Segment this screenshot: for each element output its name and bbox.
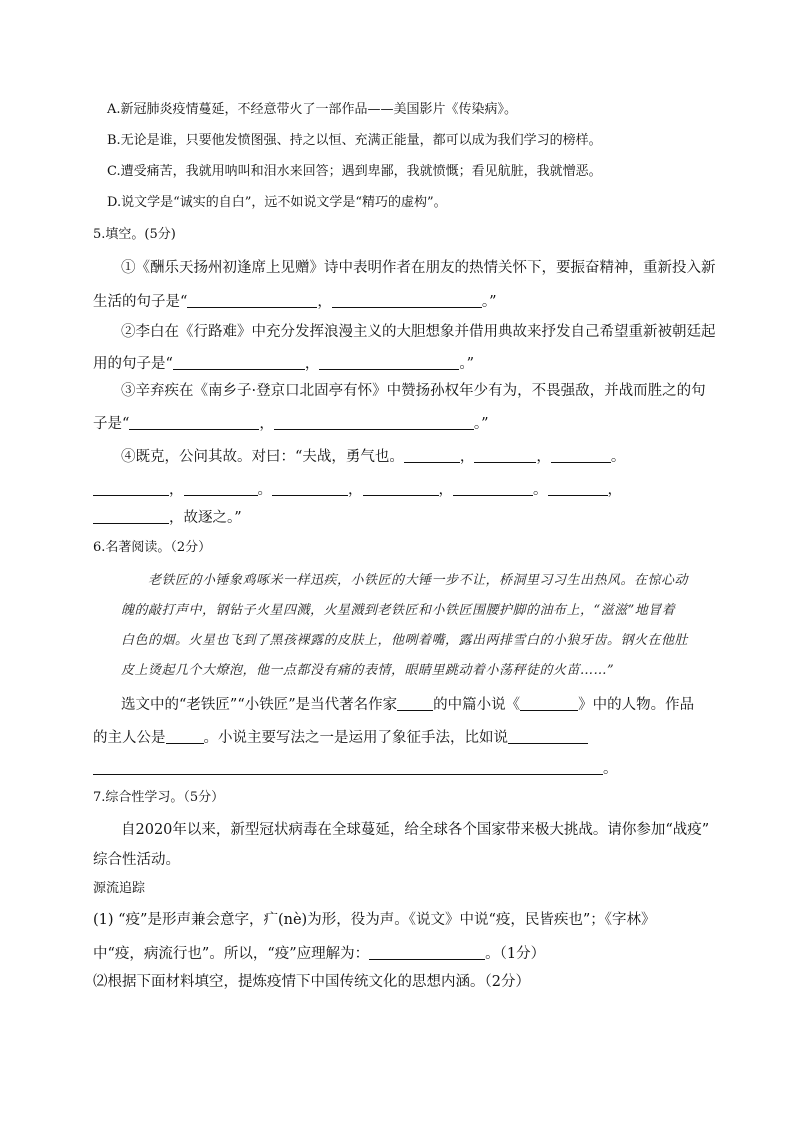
q5-item4-line1 [121,448,625,465]
q5-item4-line3 [93,509,242,526]
q5-item4-blank-5[interactable] [184,481,258,496]
q6-title-blank[interactable] [520,696,578,711]
q7-sub1-line1: (1) “疫”是形声兼会意字，疒(nè)为形，役为声。《说文》中说“疫，民皆疾也”；《字林》 [93,912,656,928]
q6-example-blank-2[interactable] [93,760,603,775]
excerpt-line: 皮上烫起几个大燎泡，他一点都没有痛的表情，眼睛里跳动着小荡秤徒的火苗……” [121,663,615,678]
q6-question-line1 [121,696,694,713]
q6-part1: 选文中的“老铁匠”“小铁匠”是当代著名作家 [121,697,398,713]
q5-item1-blank-2[interactable] [332,293,482,308]
q7-intro-line1: 自2020年以来，新型冠状病毒在全球蔓延，给全球各个国家带来极大挑战。请你参加“战疫” [121,822,710,838]
section-title: 源流追踪 [93,881,146,896]
q5-item4-blank-6[interactable] [272,481,348,496]
q5-item1-prefix: 生活的句子是“ [93,294,188,310]
close-quote: 。” [459,356,475,372]
q5-item4-end: ，故逐之。” [169,510,242,526]
q6-protagonist-blank[interactable] [166,729,204,744]
q7-heading: 7.综合性学习。（5分） [93,790,225,805]
q6-author-blank[interactable] [397,696,433,711]
option-c: C.遭受痛苦，我就用呐叫和泪水来回答；遇到卑鄙，我就愤慨；看见航脏，我就憎恶。 [107,164,602,179]
q5-item4-blank-7[interactable] [363,481,439,496]
q6-question-line2 [93,729,588,746]
period: 。 [533,482,548,498]
q5-heading: 5.填空。(5分) [93,227,176,242]
comma: ， [169,482,184,498]
comma: ， [317,294,332,310]
q5-item2: ②李白在《行路难》中充分发挥浪漫主义的大胆想象并借用典故来抒发自己希望重新被朝廷起 [121,324,716,340]
period: 。 [257,482,272,498]
period: 。 [603,761,618,777]
q5-item4-blank-10[interactable] [93,509,169,524]
q6-question-line3 [93,760,618,777]
comma: ， [536,449,551,465]
q5-item2-prefix: 用的句子是“ [93,356,173,372]
q7-sub2: ⑵根据下面材料填空，提炼疫情下中国传统文化的思想内涵。（2分） [93,974,530,990]
q5-item4-line2 [93,481,622,498]
q5-item3: ③辛弃疾在《南乡子·登京口北固亭有怀》中赞扬孙权年少有为，不畏强敌，并战而胜之的句 [121,383,706,399]
option-d: D.说文学是“诚实的自白”，远不如说文学是“精巧的虚构”。 [107,195,447,210]
q7-sub1-blank[interactable] [369,945,485,960]
q6-heading: 6.名著阅读。（2分） [93,540,212,555]
q5-item3-blank-2[interactable] [274,415,474,430]
q5-item1-answer-line [93,293,497,310]
period: 。 [610,449,626,465]
q5-item2-blank-1[interactable] [173,355,305,370]
q5-item1: ①《酬乐天扬州初逢席上见赠》诗中表明作者在朋友的热情关怀下，要振奋精神，重新投入新 [121,260,716,276]
q7-intro-line2: 综合性活动。 [93,852,180,868]
excerpt-line: 老铁匠的小锤象鸡啄米一样迅疾，小铁匠的大锤一步不让，桥洞里习习生出热风。在惊心动 [148,573,689,588]
excerpt-line: 魄的敲打声中，钢钻子火星四溅，火星溅到老铁匠和小铁匠围腰护脚的油布上，“滋滋”地冒着 [121,603,676,618]
q5-item4-text: ④既克，公问其故。对曰：“夫战，勇气也。 [121,449,404,465]
q5-item3-answer-line [93,415,489,432]
comma: ， [259,416,274,432]
q5-item4-blank-3[interactable] [551,448,611,463]
q5-item4-blank-9[interactable] [548,481,608,496]
close-quote: 。” [473,416,489,432]
q5-item3-blank-1[interactable] [129,415,259,430]
q6-line2-prefix: 的主人公是 [93,730,166,746]
close-quote: 。” [481,294,497,310]
q5-item2-answer-line [93,355,474,372]
comma: ， [607,482,622,498]
q5-item4-blank-8[interactable] [453,481,533,496]
q7-sub1-suffix: 。（1分） [485,946,546,962]
q7-sub1-line2 [93,945,545,962]
comma: ， [438,482,453,498]
q6-part2: 的中篇小说《 [433,697,521,713]
comma: ， [348,482,363,498]
q6-part3: 》中的人物。作品 [578,697,695,713]
q5-item4-blank-1[interactable] [404,448,460,463]
q5-item3-prefix: 子是“ [93,416,130,432]
q7-sub1-prefix: 中“疫，病流行也”。所以，“疫”应理解为： [93,946,370,962]
option-a: A.新冠肺炎疫情蔓延，不经意带火了一部作品——美国影片《传染病》。 [107,102,518,117]
comma: ， [459,449,475,465]
excerpt-line: 白色的烟。火星也飞到了黑孩裸露的皮肤上，他咧着嘴，露出两排雪白的小狼牙齿。钢火在他肚 [121,633,689,648]
comma: ， [304,356,320,372]
q6-example-blank-1[interactable] [508,729,588,744]
q5-item4-blank-2[interactable] [474,448,536,463]
q5-item4-blank-4[interactable] [93,481,169,496]
option-b: B.无论是谁，只要他发愤图强、持之以恒、充满正能量，都可以成为我们学习的榜样。 [107,133,602,148]
q6-line2-mid: 。小说主要写法之一是运用了象征手法，比如说 [203,730,508,746]
q5-item2-blank-2[interactable] [319,355,459,370]
q5-item1-blank-1[interactable] [187,293,317,308]
